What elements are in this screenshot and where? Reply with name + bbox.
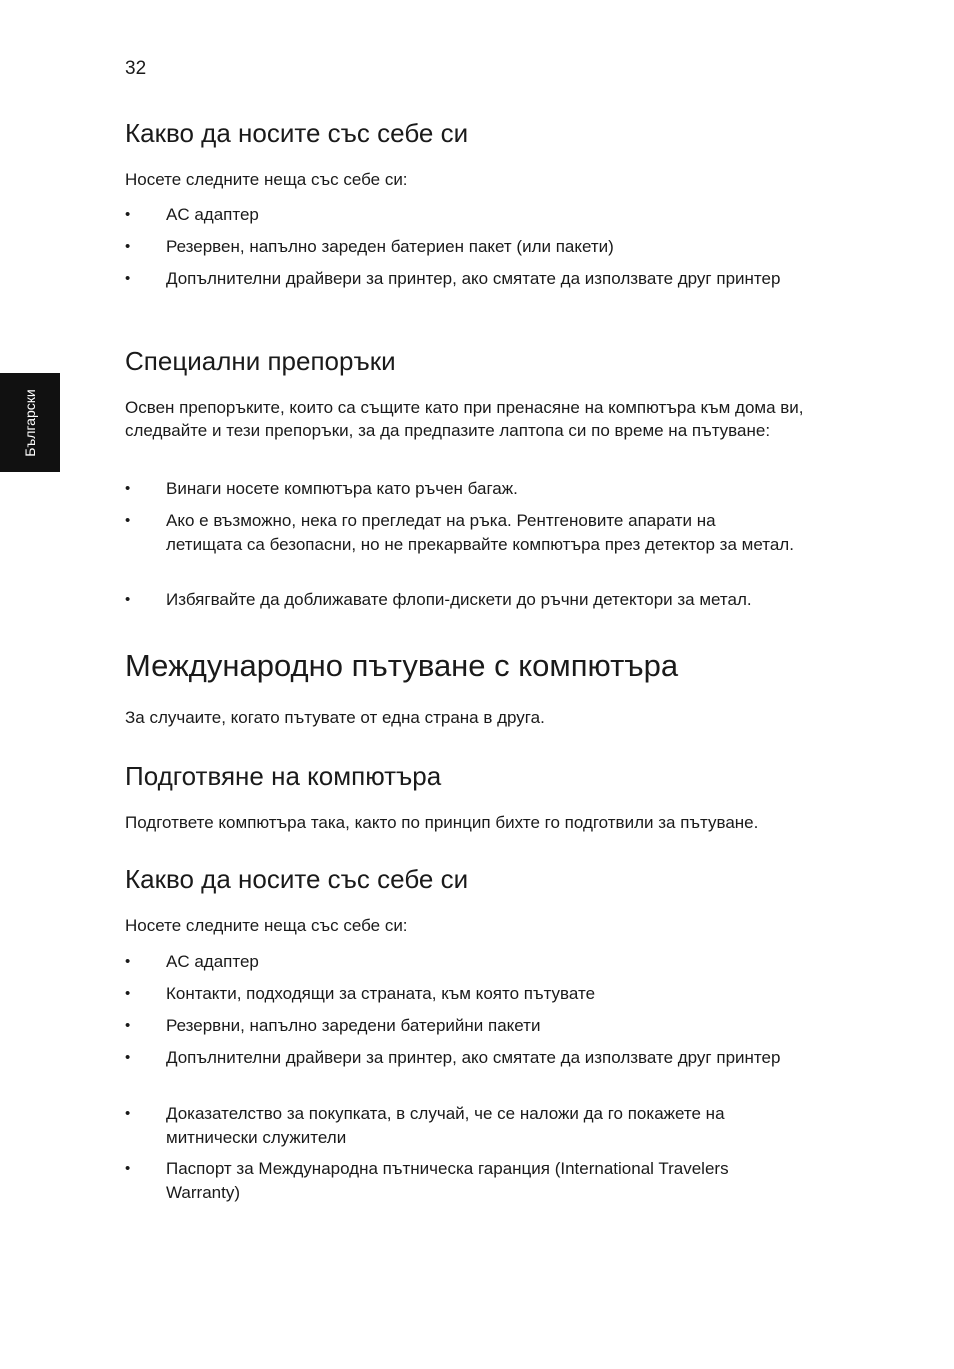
bullet-icon: • <box>125 591 131 608</box>
paragraph-intro-bring: Носете следните неща със себе си: <box>125 170 408 189</box>
bullet-icon: • <box>125 953 131 970</box>
bullet-icon: • <box>125 512 131 529</box>
language-tab-label: Български <box>22 389 38 457</box>
bullet-icon: • <box>125 1160 131 1177</box>
page-number: 32 <box>125 58 147 79</box>
heading-international-travel: Международно пътуване с компютъра <box>125 648 679 683</box>
heading-preparing-computer: Подготвяне на компютъра <box>125 761 442 791</box>
bullet-icon: • <box>125 1017 131 1034</box>
bullet-icon: • <box>125 238 131 255</box>
bullet-icon: • <box>125 1049 131 1066</box>
bullet-icon: • <box>125 270 131 287</box>
paragraph-preparing-computer: Подгответе компютъра така, както по принцип бихте го подготвили за пътуване. <box>125 813 759 832</box>
heading-what-to-bring-international: Какво да носите със себе си <box>125 864 469 894</box>
bullet-icon: • <box>125 985 131 1002</box>
paragraph-intro-bring-international: Носете следните неща със себе си: <box>125 916 408 935</box>
heading-what-to-bring: Какво да носите със себе си <box>125 118 469 148</box>
bullet-icon: • <box>125 480 131 497</box>
language-side-tab <box>0 373 60 472</box>
bullet-icon: • <box>125 206 131 223</box>
bullet-icon: • <box>125 1105 131 1122</box>
heading-special-tips: Специални препоръки <box>125 346 396 376</box>
paragraph-international-intro: За случаите, когато пътувате от една страна в друга. <box>125 708 545 727</box>
paragraph-special-tips: Освен препоръките, които са същите като при пренасяне на компютъра към дома ви, следвайте и тези препоръки, за да предпазите лаптопа си по време на пътуване: <box>125 398 804 440</box>
